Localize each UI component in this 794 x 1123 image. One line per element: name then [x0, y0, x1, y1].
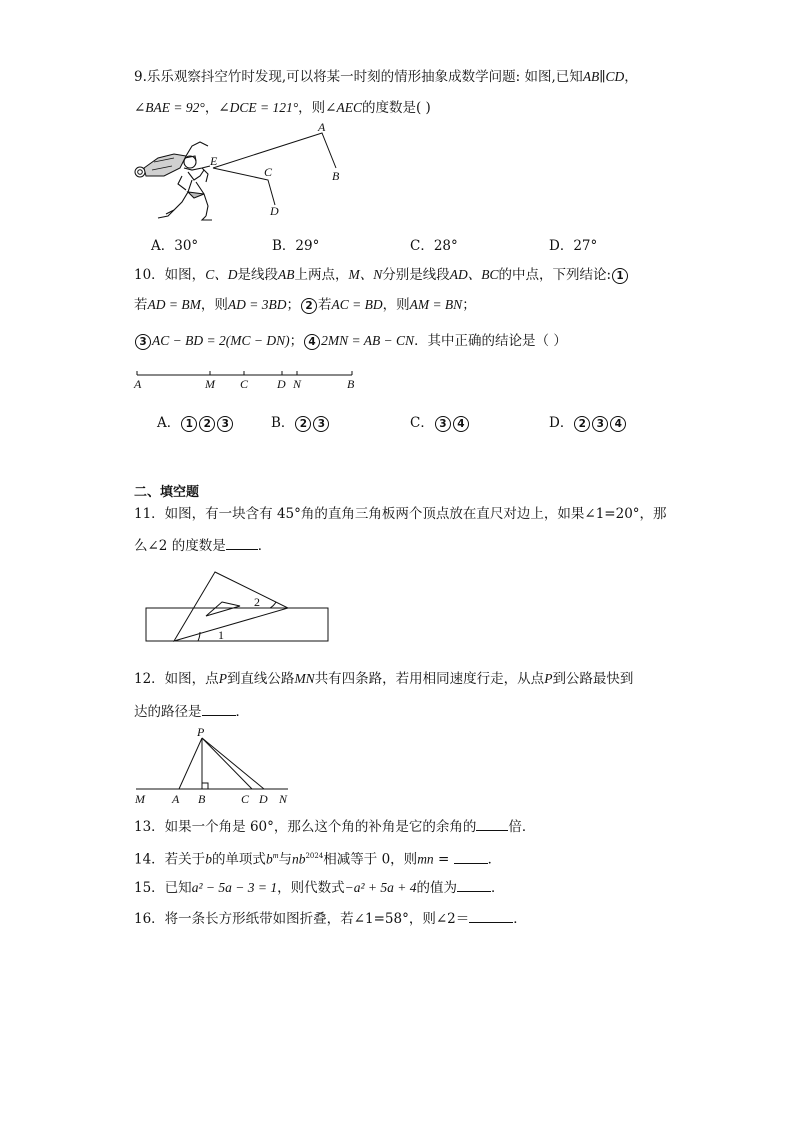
q15-line: 15．已知a² − 5a − 3 = 1，则代数式−a² + 5a + 4的值为 ． [134, 880, 505, 896]
q9-option-c[interactable]: C．28° [410, 238, 458, 254]
q9-line2: ∠BAE = 92°，∠DCE = 121°，则∠AEC的度数是( ) [134, 100, 431, 116]
q10-line3: 3 AC − BD = 2(MC − DN)； 4 2MN = AB − CN．其中正确的结论是（ ） [134, 332, 567, 350]
q10-line2: 若AD = BM，则AD = 3BD； 2 若AC = BD，则AM = BN； [134, 297, 476, 313]
q9-label-d: D [270, 204, 279, 218]
q11-line1: 11．如图，有一块含有 45°角的直角三角板两个顶点放在直尺对边上，如果∠1=20°，那 [134, 506, 667, 522]
q12-answer-blank[interactable] [202, 702, 236, 716]
q9-geometry [209, 120, 340, 218]
q10-option-d[interactable]: D． 2 3 4 [549, 411, 627, 432]
circled-4: 4 [304, 334, 320, 350]
q10-label-m: M [205, 377, 215, 391]
q11-angle-1: 1 [218, 628, 224, 642]
section-heading: 二、填空题 [134, 485, 200, 500]
circled-2: 2 [301, 298, 317, 314]
q9-line1: 9.乐乐观察抖空竹时发现,可以将某一时刻的情形抽象成数学问题: 如图,已知AB∥CD， [134, 69, 638, 85]
q10-option-c[interactable]: C． 3 4 [410, 411, 470, 432]
q14-line: 14．若关于b的单项式$b^m$与$nb^{2024}$相减等于 0，则mn = ． [134, 851, 502, 868]
q9-label-a: A [318, 120, 326, 134]
q12-line1: 12．如图，点P到直线公路MN共有四条路，若用相同速度行走，从点P到公路最快到 [134, 671, 634, 687]
q12-label-c: C [241, 792, 250, 806]
q10-label-c: C [240, 377, 249, 391]
q9-option-d[interactable]: D．27° [549, 238, 598, 254]
q10-figure [130, 366, 370, 394]
circled-3: 3 [135, 334, 151, 350]
q9-label-c: C [264, 165, 273, 179]
q12-label-a: A [172, 792, 180, 806]
q12-label-p: P [197, 726, 205, 739]
q11-line2: 么∠2 的度数是 ． [134, 538, 272, 554]
q16-line: 16．将一条长方形纸带如图折叠，若∠1=58°，则∠2＝ ． [134, 911, 527, 927]
q15-answer-blank[interactable] [457, 878, 491, 892]
circled-1: 1 [612, 268, 628, 284]
q9-label-e: E [210, 154, 218, 168]
q10-label-n: N [293, 377, 302, 391]
q14-answer-blank[interactable] [454, 850, 488, 864]
q12-label-d: D [259, 792, 268, 806]
q10-label-d: D [277, 377, 286, 391]
q16-answer-blank[interactable] [469, 909, 513, 923]
q12-label-n: N [279, 792, 288, 806]
q12-label-b: B [198, 792, 206, 806]
q10-option-b[interactable]: B． 2 3 [271, 411, 330, 432]
performer-figure [158, 142, 212, 220]
q9-figure [130, 120, 370, 226]
q11-angle-2: 2 [254, 595, 260, 609]
q12-line2: 达的路径是 ． [134, 704, 249, 720]
q10-label-b: B [347, 377, 355, 391]
q11-answer-blank[interactable] [226, 536, 258, 550]
q13-line: 13．如果一个角是 60°，那么这个角的补角是它的余角的 倍． [134, 819, 536, 835]
q10-line1: 10．如图，C、D是线段AB上两点，M、N分别是线段AD、BC的中点，下列结论: 1 [134, 266, 629, 284]
q10-option-a[interactable]: A． 1 2 3 [157, 411, 234, 432]
q11-figure [140, 566, 340, 648]
q12-label-m: M [135, 792, 145, 806]
q9-label-b: B [332, 169, 340, 183]
q9-option-b[interactable]: B．29° [272, 238, 320, 254]
q13-answer-blank[interactable] [476, 817, 508, 831]
q10-label-a: A [134, 377, 142, 391]
diabolo-icon [135, 154, 186, 177]
q9-option-a[interactable]: A．30° [151, 238, 199, 254]
q12-figure [130, 726, 300, 808]
